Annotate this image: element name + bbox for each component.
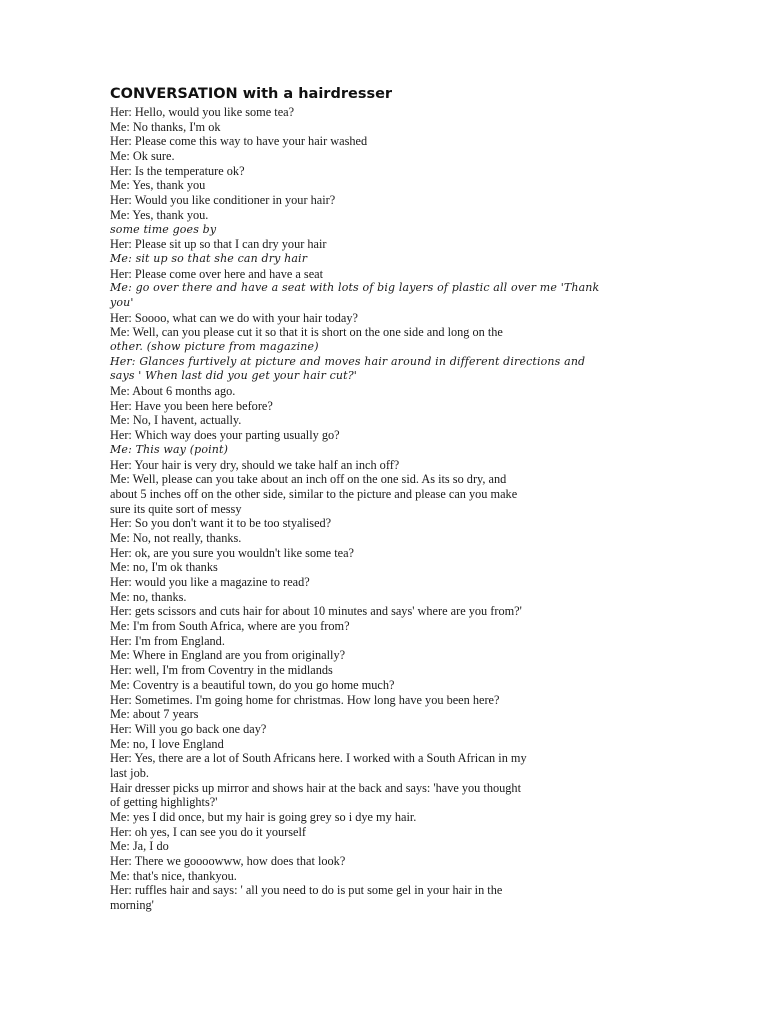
dialogue-line: Me: sit up so that she can dry hair	[110, 251, 308, 265]
dialogue-line: Me: Where in England are you from originally?	[110, 648, 346, 663]
dialogue-line: Me: no, I'm ok thanks	[110, 560, 218, 575]
dialogue-line: Her: oh yes, I can see you do it yourself	[110, 824, 307, 839]
dialogue-line: Her: I'm from England.	[110, 633, 225, 648]
dialogue-line: Hair dresser picks up mirror and shows hair at the back and says: 'have you thought	[110, 780, 521, 795]
dialogue-line: Me: no, I love England	[110, 736, 224, 751]
dialogue-line: Her: well, I'm from Coventry in the midlands	[110, 663, 333, 678]
dialogue-line: Her: gets scissors and cuts hair for about 10 minutes and says' where are you from?'	[110, 604, 522, 619]
dialogue-line: Me: Ok sure.	[110, 149, 175, 164]
dialogue-line: Her: Soooo, what can we do with your hair today?	[110, 310, 358, 325]
dialogue-line: some time goes by	[110, 222, 217, 236]
dialogue-line: Her: Sometimes. I'm going home for christmas. How long have you been here?	[110, 692, 500, 707]
dialogue-line: Her: Your hair is very dry, should we take half an inch off?	[110, 457, 400, 472]
dialogue-line: Me: Coventry is a beautiful town, do you go home much?	[110, 677, 395, 692]
dialogue-line: sure its quite sort of messy	[110, 501, 242, 516]
dialogue-line: you'	[110, 295, 134, 309]
dialogue-line: Me: Yes, thank you	[110, 178, 206, 193]
dialogue-line: Me: yes I did once, but my hair is going grey so i dye my hair.	[110, 810, 417, 824]
dialogue-line: last job.	[110, 765, 149, 780]
document-title: CONVERSATION with a hairdresser	[110, 86, 393, 102]
dialogue-line: Me: This way (point)	[110, 442, 229, 456]
dialogue-line: Me: that's nice, thankyou.	[110, 868, 237, 883]
dialogue-line: Her: Is the temperature ok?	[110, 163, 245, 178]
dialogue-line: Me: Well, please can you take about an inch off on the one sid. As its so dry, and	[110, 472, 507, 487]
dialogue-line: Her: Have you been here before?	[110, 398, 273, 413]
dialogue-line: Me: about 7 years	[110, 707, 199, 722]
dialogue-line: other. (show picture from magazine)	[110, 340, 319, 353]
dialogue-line: Me: No, I havent, actually.	[110, 413, 242, 428]
dialogue-line: Her: Please come over here and have a seat	[110, 266, 324, 281]
dialogue-line: Her: ruffles hair and says: ' all you need to do is put some gel in your hair in the	[110, 883, 503, 898]
dialogue-line: Me: Well, can you please cut it so that it is short on the one side and long on the	[110, 325, 503, 340]
dialogue-line: Her: Will you go back one day?	[110, 721, 267, 736]
dialogue-line: morning'	[110, 898, 154, 913]
dialogue-line: Her: So you don't want it to be too styalised?	[110, 516, 332, 531]
dialogue-line: Her: Would you like conditioner in your hair?	[110, 193, 336, 208]
dialogue-line: Me: Ja, I do	[110, 839, 169, 854]
dialogue-line: Me: I'm from South Africa, where are you from?	[110, 619, 350, 634]
dialogue-line: of getting highlights?'	[110, 795, 218, 810]
dialogue-line: says ' When last did you get your hair cut?'	[110, 369, 357, 383]
dialogue-line: Her: Which way does your parting usually go?	[110, 428, 340, 443]
dialogue-line: Her: Yes, there are a lot of South Africans here. I worked with a South African in my	[110, 751, 527, 766]
dialogue-line: Her: Please sit up so that I can dry your hair	[110, 237, 327, 252]
dialogue-line: Me: About 6 months ago.	[110, 384, 236, 399]
dialogue-line: Me: no, thanks.	[110, 589, 187, 604]
dialogue-list	[110, 105, 655, 913]
dialogue-line: Her: Glances furtively at picture and moves hair around in different directions and	[110, 354, 586, 368]
dialogue-line: Her: ok, are you sure you wouldn't like some tea?	[110, 545, 354, 560]
dialogue-line: about 5 inches off on the other side, similar to the picture and please can you make	[110, 486, 518, 501]
dialogue-line: Her: Hello, would you like some tea?	[110, 105, 295, 119]
dialogue-line: Me: Yes, thank you.	[110, 207, 209, 222]
dialogue-line: Me: No thanks, I'm ok	[110, 119, 221, 134]
dialogue-line: Me: No, not really, thanks.	[110, 530, 242, 545]
dialogue-line: Her: Please come this way to have your hair washed	[110, 134, 368, 149]
dialogue-line: Me: go over there and have a seat with lots of big layers of plastic all over me 'Thank	[110, 281, 600, 295]
dialogue-line: Her: There we goooowww, how does that look?	[110, 854, 346, 869]
dialogue-line: Her: would you like a magazine to read?	[110, 575, 310, 589]
